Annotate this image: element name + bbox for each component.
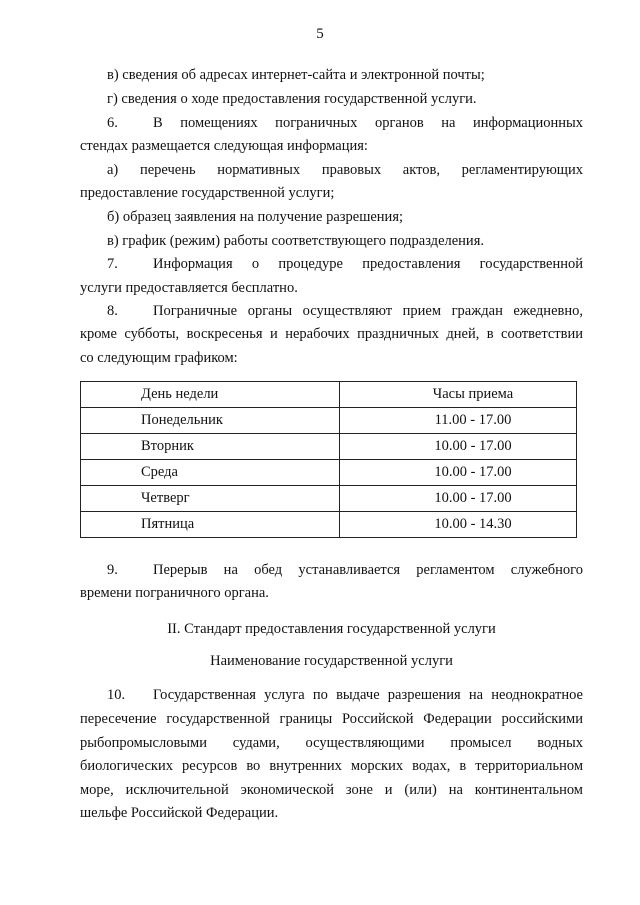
paragraph-9-second-line: времени пограничного органа. bbox=[80, 585, 269, 601]
item-a-first-line: а) перечень нормативных правовых актов, регламентирующих bbox=[107, 162, 583, 178]
day-cell: Среда bbox=[81, 460, 340, 486]
paragraph-7-first-line bbox=[107, 255, 583, 273]
paragraph-7-text: Информация о процедуре предоставления государственной bbox=[153, 256, 583, 272]
paragraph-6-text: В помещениях пограничных органов на информационных bbox=[153, 115, 583, 131]
hours-cell: 10.00 - 14.30 bbox=[340, 512, 577, 538]
paragraph-8-text: Пограничные органы осуществляют прием граждан ежедневно, bbox=[153, 303, 583, 319]
paragraph-10-line-4: биологических ресурсов во внутренних морских водах, в территориальном bbox=[80, 758, 583, 774]
item-v-schedule: в) график (режим) работы соответствующего подразделения. bbox=[107, 233, 484, 249]
paragraph-6-second-line: стендах размещается следующая информация: bbox=[80, 138, 368, 154]
paragraph-9-number: 9. bbox=[107, 562, 118, 578]
paragraph-6-number: 6. bbox=[107, 115, 118, 131]
day-cell: Четверг bbox=[81, 486, 340, 512]
table-row bbox=[81, 486, 577, 512]
item-a-second-line: предоставление государственной услуги; bbox=[80, 185, 335, 201]
paragraph-8-second-line: кроме субботы, воскресенья и нерабочих праздничных дней, в соответствии bbox=[80, 326, 583, 342]
paragraph-6-first-line bbox=[107, 114, 583, 132]
paragraph-10-line-5: море, исключительной экономической зоне и (или) на континентальном bbox=[80, 782, 583, 798]
hours-cell: 10.00 - 17.00 bbox=[340, 486, 577, 512]
hours-cell: 10.00 - 17.00 bbox=[340, 434, 577, 460]
table-header-row bbox=[81, 382, 577, 408]
header-day: День недели bbox=[81, 382, 340, 408]
table-row bbox=[81, 408, 577, 434]
paragraph-8-third-line: со следующим графиком: bbox=[80, 350, 238, 366]
table-row bbox=[81, 460, 577, 486]
hours-cell: 10.00 - 17.00 bbox=[340, 460, 577, 486]
page-number: 5 bbox=[316, 26, 324, 42]
paragraph-10-number: 10. bbox=[107, 687, 126, 703]
paragraph-8-first-line bbox=[107, 302, 583, 320]
paragraph-10-line-6: шельфе Российской Федерации. bbox=[80, 805, 279, 821]
paragraph-10-text: Государственная услуга по выдаче разрешения на неоднократное bbox=[153, 687, 583, 703]
item-b: б) образец заявления на получение разрешения; bbox=[107, 209, 404, 225]
header-hours: Часы приема bbox=[340, 382, 577, 408]
paragraph-10-line-3: рыбопромысловыми судами, осуществляющими промысел водных bbox=[80, 735, 583, 751]
item-v-contacts: в) сведения об адресах интернет-сайта и электронной почты; bbox=[107, 67, 485, 83]
paragraph-9-first-line bbox=[107, 561, 583, 579]
day-cell: Вторник bbox=[81, 434, 340, 460]
item-g-progress: г) сведения о ходе предоставления государственной услуги. bbox=[107, 91, 477, 107]
subsection-title: Наименование государственной услуги bbox=[210, 653, 453, 669]
paragraph-7-second-line: услуги предоставляется бесплатно. bbox=[80, 280, 298, 296]
hours-cell: 11.00 - 17.00 bbox=[340, 408, 577, 434]
paragraph-8-number: 8. bbox=[107, 303, 118, 319]
paragraph-10-line-2: пересечение государственной границы Российской Федерации российскими bbox=[80, 711, 583, 727]
section-title: II. Стандарт предоставления государственной услуги bbox=[167, 621, 496, 637]
reception-schedule-table bbox=[80, 381, 577, 538]
paragraph-7-number: 7. bbox=[107, 256, 118, 272]
day-cell: Пятница bbox=[81, 512, 340, 538]
paragraph-10-line-1 bbox=[107, 686, 583, 704]
day-cell: Понедельник bbox=[81, 408, 340, 434]
paragraph-9-text: Перерыв на обед устанавливается регламентом служебного bbox=[153, 562, 583, 578]
table-row bbox=[81, 434, 577, 460]
table-row bbox=[81, 512, 577, 538]
